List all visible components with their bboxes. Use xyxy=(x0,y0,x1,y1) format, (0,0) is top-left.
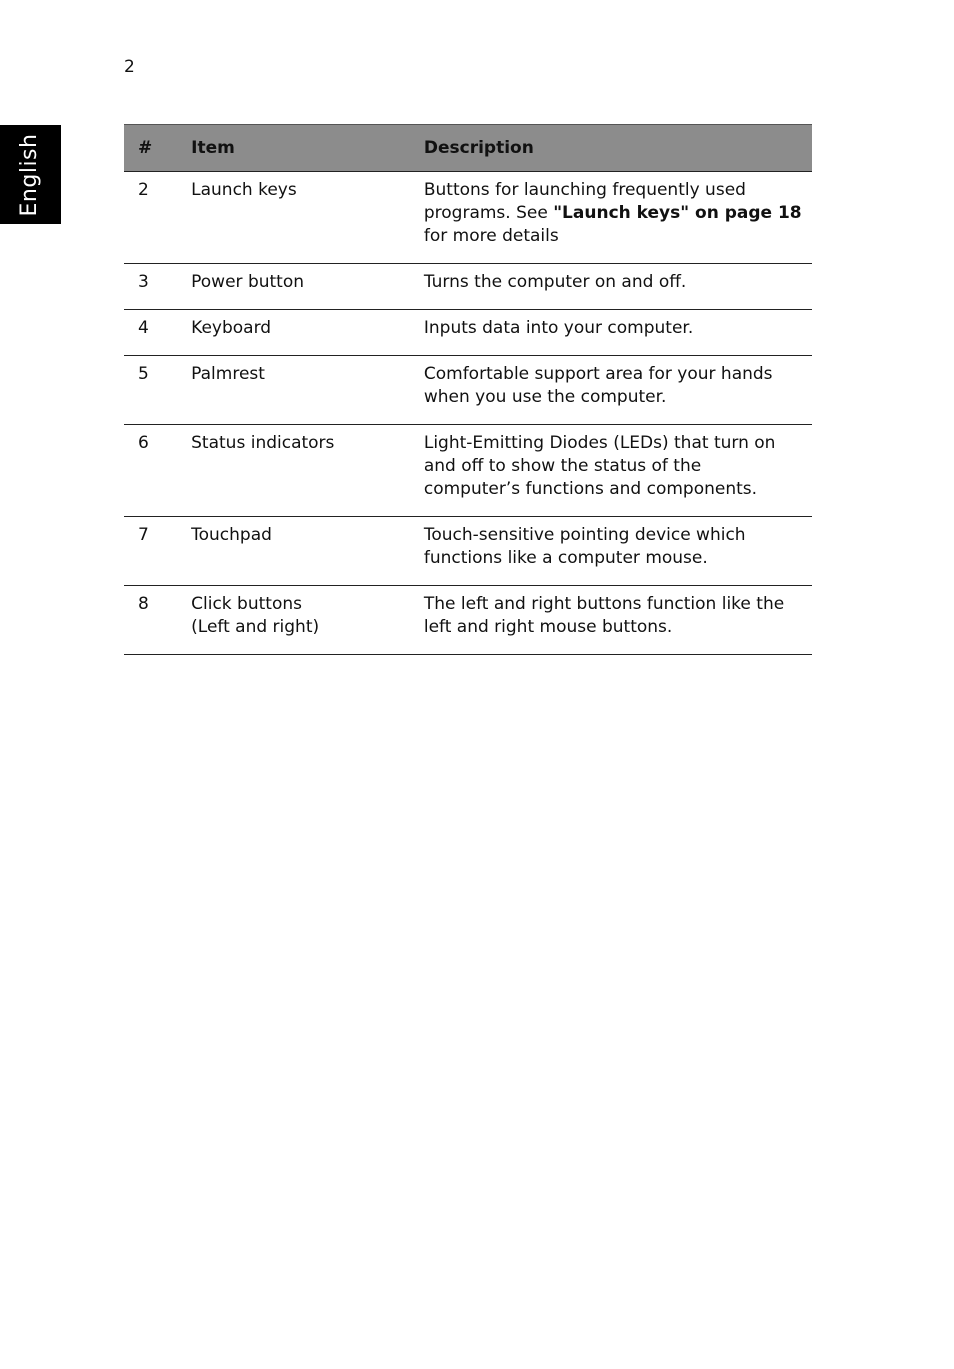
row-item-label: Keyboard xyxy=(191,318,272,338)
language-tab xyxy=(0,125,61,224)
row-description-text: Touch-sensitive pointing device which functions like a computer mouse. xyxy=(423,525,746,568)
table-header xyxy=(124,125,812,172)
row-description-text: Light-Emitting Diodes (LEDs) that turn on and off to show the status of the computer’s functions and components. xyxy=(423,433,776,499)
row-description xyxy=(424,310,812,356)
header-item: Item xyxy=(191,125,424,172)
row-number: 5 xyxy=(124,356,191,425)
row-item-label: Touchpad xyxy=(191,525,272,545)
row-item-label: Click buttons xyxy=(191,594,302,614)
row-description-text: Turns the computer on and off. xyxy=(423,272,687,292)
row-description xyxy=(424,517,812,586)
table-row xyxy=(124,425,812,517)
row-item-sublabel: (Left and right) xyxy=(191,617,320,637)
row-item xyxy=(191,310,424,356)
table-row xyxy=(124,310,812,356)
row-description xyxy=(424,264,812,310)
row-description xyxy=(424,586,812,655)
row-item-label: Palmrest xyxy=(191,364,265,384)
row-number: 8 xyxy=(124,586,191,655)
row-number: 4 xyxy=(124,310,191,356)
row-item-label: Power button xyxy=(191,272,305,292)
table-row xyxy=(124,586,812,655)
row-description xyxy=(424,425,812,517)
row-item xyxy=(191,586,424,655)
row-description-text: Comfortable support area for your hands when you use the computer. xyxy=(423,364,773,407)
row-item-label: Launch keys xyxy=(191,180,297,200)
row-description xyxy=(424,356,812,425)
row-description xyxy=(424,172,812,264)
row-item xyxy=(191,517,424,586)
header-row xyxy=(124,125,812,172)
row-item xyxy=(191,356,424,425)
row-description-text: Buttons for launching frequently used programs. See xyxy=(423,180,746,223)
row-item xyxy=(191,172,424,264)
table-row xyxy=(124,356,812,425)
header-description: Description xyxy=(424,125,812,172)
table-row xyxy=(124,172,812,264)
component-table xyxy=(124,124,812,655)
row-item xyxy=(191,264,424,310)
row-number: 3 xyxy=(124,264,191,310)
row-item-label: Status indicators xyxy=(191,433,335,453)
row-description-text: The left and right buttons function like the left and right mouse buttons. xyxy=(423,594,785,637)
table-row xyxy=(124,517,812,586)
row-number: 2 xyxy=(124,172,191,264)
row-item xyxy=(191,425,424,517)
language-tab-label: English xyxy=(17,133,42,217)
table-row xyxy=(124,264,812,310)
table-body xyxy=(124,172,812,655)
row-description-text-after: for more details xyxy=(423,226,559,246)
row-number: 7 xyxy=(124,517,191,586)
header-number: # xyxy=(124,125,191,172)
page-number: 2 xyxy=(124,57,135,77)
row-description-text: Inputs data into your computer. xyxy=(423,318,694,338)
cross-reference-link[interactable]: "Launch keys" on page 18 xyxy=(553,203,802,223)
row-number: 6 xyxy=(124,425,191,517)
